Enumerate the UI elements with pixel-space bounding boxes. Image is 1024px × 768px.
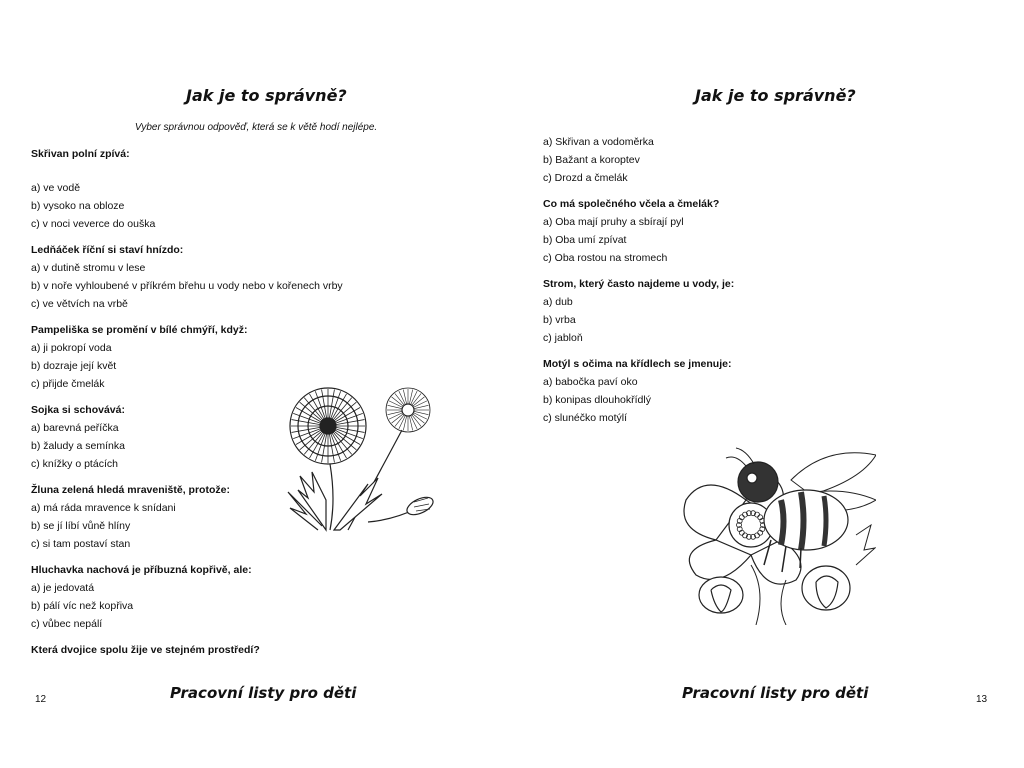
page-title: Jak je to správně?: [186, 86, 347, 105]
dandelion-illustration: [278, 380, 438, 540]
question-6: Hluchavka nachová je příbuzná kopřivě, ale:: [31, 564, 252, 576]
answer-2c: c) ve větvích na vrbě: [31, 298, 128, 310]
answer-1b: b) vysoko na obloze: [31, 200, 125, 212]
answer-3b: b) dozraje její květ: [31, 360, 117, 372]
answer-10a: a) babočka paví oko: [543, 376, 638, 388]
question-3: Pampeliška se promění v bílé chmýří, když:: [31, 324, 248, 336]
answer-6b: b) pálí víc než kopřiva: [31, 600, 134, 612]
question-10: Motýl s očima na křídlech se jmenuje:: [543, 358, 732, 370]
instruction-text: Vyber správnou odpověď, která se k větě hodí nejlépe.: [134, 122, 378, 133]
question-5: Žluna zelená hledá mraveniště, protože:: [31, 484, 230, 496]
question-8: Co má společného včela a čmelák?: [543, 198, 720, 210]
answer-9a: a) dub: [543, 296, 573, 308]
page-number: 13: [976, 694, 988, 705]
answer-10b: b) konipas dlouhokřídlý: [543, 394, 651, 406]
question-7: Která dvojice spolu žije ve stejném prostředí?: [31, 644, 260, 656]
answer-4a: a) barevná peříčka: [31, 422, 119, 434]
answer-9c: c) jabloň: [543, 332, 583, 344]
footer-title: Pracovní listy pro děti: [682, 684, 869, 702]
answer-7a: a) Skřivan a vodoměrka: [543, 136, 654, 148]
answer-2a: a) v dutině stromu v lese: [31, 262, 146, 274]
answer-7b: b) Bažant a koroptev: [543, 154, 640, 166]
answer-6c: c) vůbec nepálí: [31, 618, 103, 630]
answer-5a: a) má ráda mravence k snídani: [31, 502, 176, 514]
answer-10c: c) slunéčko motýlí: [543, 412, 628, 424]
answer-8a: a) Oba mají pruhy a sbírají pyl: [543, 216, 684, 228]
question-list: [543, 133, 734, 427]
answer-8c: c) Oba rostou na stromech: [543, 252, 668, 264]
page-title: Jak je to správně?: [695, 86, 856, 105]
answer-2b: b) v noře vyhloubené v příkrém břehu u vody nebo v kořenech vrby: [31, 280, 343, 292]
question-1: Skřivan polní zpívá:: [31, 148, 130, 160]
answer-9b: b) vrba: [543, 314, 576, 326]
question-9: Strom, který často najdeme u vody, je:: [543, 278, 735, 290]
question-4: Sojka si schovává:: [31, 404, 125, 416]
question-2: Ledňáček říční si staví hnízdo:: [31, 244, 184, 256]
answer-8b: b) Oba umí zpívat: [543, 234, 627, 246]
page-number: 12: [35, 694, 47, 705]
answer-4c: c) knížky o ptácích: [31, 458, 118, 470]
answer-1a: a) ve vodě: [31, 182, 81, 194]
bumblebee-illustration: [676, 440, 876, 625]
answer-3a: a) ji pokropí voda: [31, 342, 112, 354]
answer-7c: c) Drozd a čmelák: [543, 172, 628, 184]
answer-6a: a) je jedovatá: [31, 582, 95, 594]
footer-title: Pracovní listy pro děti: [170, 684, 357, 702]
answer-4b: b) žaludy a semínka: [31, 440, 125, 452]
answer-5c: c) si tam postaví stan: [31, 538, 131, 550]
answer-5b: b) se jí líbí vůně hlíny: [31, 520, 131, 532]
right-page: [512, 0, 1024, 768]
answer-3c: c) přijde čmelák: [31, 378, 105, 390]
answer-1c: c) v noci veverce do ouška: [31, 218, 156, 230]
